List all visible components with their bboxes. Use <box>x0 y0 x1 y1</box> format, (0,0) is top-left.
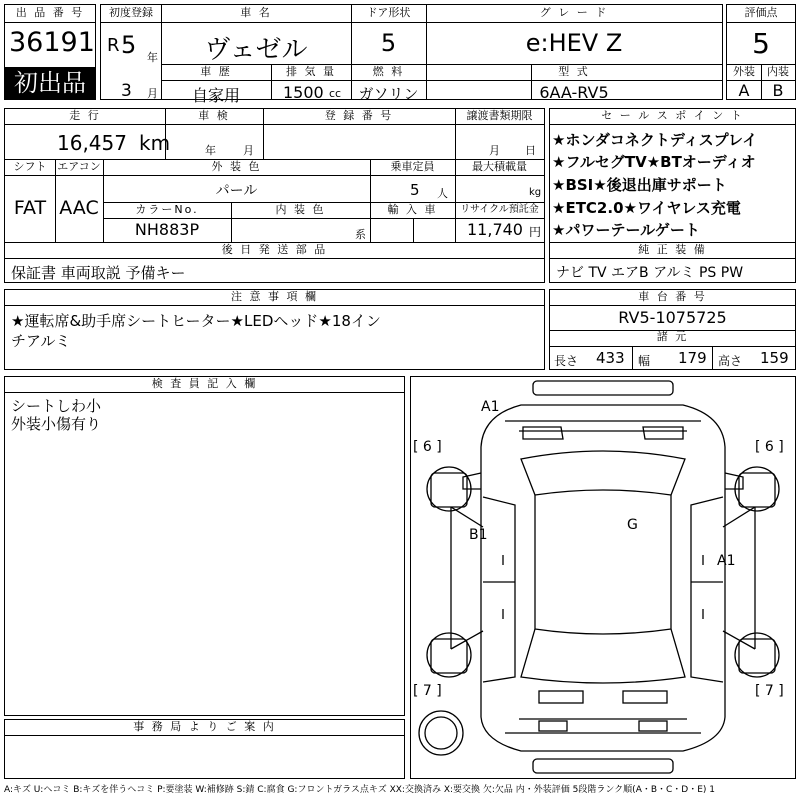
ext-color: パール <box>215 183 258 199</box>
ac: AAC <box>59 197 99 219</box>
inspector-line-2: 外装小傷有り <box>11 415 102 433</box>
height-label: 高さ <box>718 354 743 368</box>
fuel-label: 燃 料 <box>372 65 405 78</box>
dims-label: 諸 元 <box>656 330 689 343</box>
model-label: 型 式 <box>558 65 590 78</box>
sales-point-3: ★BSI★後退出庫サポート <box>552 176 727 194</box>
int-color-unit: 系 <box>355 228 366 241</box>
legend: A:キズ U:ヘコミ B:キズを伴うヘコミ P:要塗装 W:補修跡 S:錆 C:腐食 G:フロントガラス点キズ XX:交換済み X:要交換 欠:欠品 内・外装評価 5段階ランク順(A・B・C・D・E) 1 <box>4 785 716 795</box>
tire-front-left: [ 6 ] <box>413 439 442 455</box>
capacity-unit: 人 <box>437 187 448 200</box>
max-load-label: 最大積載量 <box>472 160 527 173</box>
year-unit: 年 <box>147 51 158 64</box>
width-label: 幅 <box>638 354 651 368</box>
shift-label: シフト <box>13 160 47 173</box>
specs-box <box>4 108 545 283</box>
recycle-unit: 円 <box>529 225 542 239</box>
car-name-label: 車 名 <box>240 6 272 19</box>
era: R <box>107 35 120 56</box>
color-no: NH883P <box>134 220 200 239</box>
header-box <box>100 4 723 105</box>
mileage-label: 走 行 <box>69 109 101 122</box>
fuel: ガソリン <box>358 85 419 103</box>
length-label: 長さ <box>554 354 579 368</box>
import-label: 輸 入 車 <box>387 203 438 216</box>
displacement-label: 排 気 量 <box>286 65 336 78</box>
chassis-box <box>549 289 796 370</box>
sales-points-label: セ ー ル ス ポ イ ン ト <box>601 109 744 122</box>
inspection-month-unit: 月 <box>243 144 254 157</box>
month-unit: 月 <box>147 87 158 100</box>
chassis-number: RV5-1075725 <box>618 308 727 327</box>
capacity: 5 <box>410 181 420 199</box>
length: 433 <box>596 349 625 367</box>
office-label: 事 務 局 よ り ご 案 内 <box>133 720 276 733</box>
notes-line-2: チアルミ <box>11 332 71 350</box>
notes-box <box>4 289 545 370</box>
car-diagram <box>410 376 796 779</box>
history-label: 車 歴 <box>200 65 232 78</box>
inspection-year-unit: 年 <box>205 144 216 157</box>
int-color-label: 内 装 色 <box>275 203 326 216</box>
width: 179 <box>678 349 707 367</box>
ext-color-label: 外 装 色 <box>211 160 262 173</box>
exterior-grade: A <box>738 81 750 100</box>
grade-label: グ レ ー ド <box>539 6 609 19</box>
chassis-label: 車 台 番 号 <box>638 290 707 303</box>
score-box <box>726 4 796 100</box>
ac-label: エアコン <box>57 160 101 173</box>
doors: 5 <box>380 29 397 57</box>
lot-number-box <box>4 4 96 100</box>
car-outline-diagram <box>411 377 795 778</box>
equipment-label: 純 正 装 備 <box>638 243 707 256</box>
office-box <box>4 719 405 779</box>
score: 5 <box>752 27 770 60</box>
notes-line-1: ★運転席&助手席シートヒーター★LEDヘッド★18イン <box>11 312 381 330</box>
mileage-unit: km <box>139 131 171 155</box>
model: 6AA-RV5 <box>539 83 609 102</box>
interior-label: 内装 <box>767 65 789 78</box>
max-load-unit: kg <box>529 187 542 198</box>
damage-a1-front: A1 <box>481 399 500 415</box>
displacement: 1500 <box>283 83 324 102</box>
equipment: ナビ TV エアB アルミ PS PW <box>556 265 744 281</box>
inspector-label: 検 査 員 記 入 欄 <box>151 377 258 390</box>
transfer-month-unit: 月 <box>489 144 500 157</box>
inspection-label: 車 検 <box>198 109 230 122</box>
history: 自家用 <box>191 86 240 105</box>
reg-month: 3 <box>121 81 132 101</box>
mileage: 16,457 <box>57 131 127 155</box>
displacement-unit: cc <box>329 87 342 100</box>
shift: FAT <box>13 197 47 219</box>
transfer-day-unit: 日 <box>525 144 536 157</box>
inspector-box <box>4 376 405 716</box>
reg-number-label: 登 録 番 号 <box>324 109 394 122</box>
sales-point-5: ★パワーテールゲート <box>552 221 700 239</box>
recycle: 11,740 <box>467 220 523 239</box>
doors-label: ドア形状 <box>366 6 411 19</box>
first-reg-label: 初度登録 <box>109 6 153 19</box>
sales-point-1: ★ホンダコネクトディスプレイ <box>552 131 758 149</box>
capacity-label: 乗車定員 <box>390 160 435 173</box>
lot-number-label: 出 品 番 号 <box>15 6 85 19</box>
damage-g-windshield: G <box>627 517 638 533</box>
height: 159 <box>760 349 789 367</box>
grade: e:HEV Z <box>525 29 623 57</box>
later-parts: 保証書 車両取説 予備キー <box>11 264 186 282</box>
reg-year: 5 <box>121 31 137 59</box>
first-listing-badge: 初出品 <box>5 67 95 99</box>
inspector-line-1: シートしわ小 <box>11 397 102 415</box>
later-parts-label: 後 日 発 送 部 品 <box>221 243 328 256</box>
recycle-label: リサイクル預託金 <box>460 204 539 215</box>
damage-b1-left: B1 <box>469 527 488 543</box>
sales-points-box <box>549 108 796 283</box>
tire-rear-left: [ 7 ] <box>413 683 442 699</box>
exterior-label: 外装 <box>733 65 755 78</box>
tire-rear-right: [ 7 ] <box>755 683 784 699</box>
sales-point-2: ★フルセグTV★BTオーディオ <box>552 153 756 171</box>
color-no-label: カラーNo. <box>135 203 199 216</box>
notes-label: 注 意 事 項 欄 <box>231 290 318 303</box>
car-name: ヴェゼル <box>204 35 308 65</box>
tire-front-right: [ 6 ] <box>755 439 784 455</box>
interior-grade: B <box>772 81 784 100</box>
score-label: 評価点 <box>744 6 778 19</box>
sales-point-4: ★ETC2.0★ワイヤレス充電 <box>552 199 741 217</box>
damage-a1-right: A1 <box>717 553 736 569</box>
lot-number: 36191 <box>9 27 95 58</box>
transfer-label: 譲渡書類期限 <box>466 109 533 122</box>
